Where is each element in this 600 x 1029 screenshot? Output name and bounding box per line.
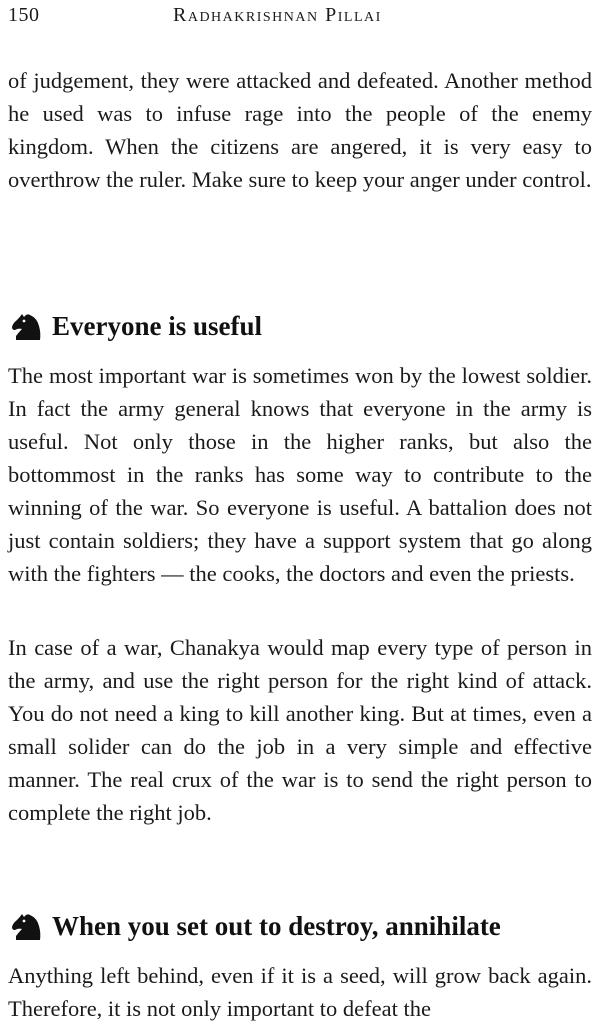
section-heading-annihilate bbox=[10, 906, 590, 946]
section-heading-text: When you set out to destroy, annihilate bbox=[52, 910, 501, 941]
page-number: 150 bbox=[8, 4, 40, 26]
section-2-paragraph-1: Anything left behind, even if it is a seed, will grow back again. Therefore, it is not only important to defeat the bbox=[8, 963, 592, 1021]
chess-knight-icon bbox=[10, 911, 44, 941]
page-header bbox=[8, 4, 590, 28]
running-title: Radhakrishnan Pillai bbox=[173, 4, 382, 26]
section-heading-text: Everyone is useful bbox=[52, 310, 263, 341]
section-1-paragraph-1: The most important war is sometimes won by the lowest soldier. In fact the army general knows that everyone in the army is useful. Not only those in the higher ranks, but also the bottommost in the ranks has some way to contribute to the winning of the war. So everyone is useful. A battalion does not just contain soldiers; they have a support system that go along with the fighters — the cooks, the doctors and even the priests. bbox=[8, 363, 592, 586]
section-heading-everyone-is-useful bbox=[10, 306, 590, 346]
intro-paragraph: of judgement, they were attacked and defeated. Another method he used was to infuse rage into the people of the enemy kingdom. When the citizens are angered, it is very easy to overthrow the ruler. Make sure to keep your anger under control. bbox=[8, 68, 592, 192]
chess-knight-icon bbox=[10, 311, 44, 341]
section-1-paragraph-2: In case of a war, Chanakya would map every type of person in the army, and use the right person for the right kind of attack. You do not need a king to kill another king. But at times, even a small solider can do the job in a very simple and effective manner. The real crux of the war is to send the right person to complete the right job. bbox=[8, 635, 592, 825]
